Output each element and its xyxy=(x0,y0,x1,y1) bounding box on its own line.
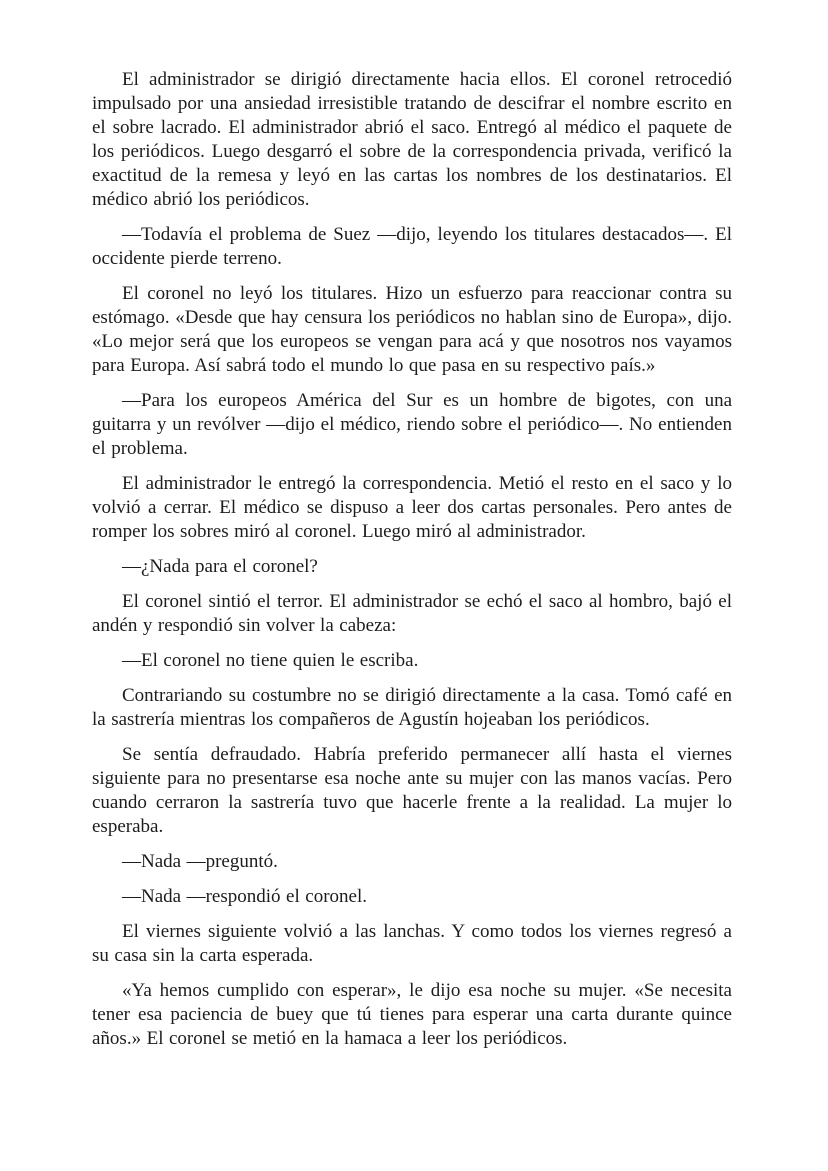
paragraph: El administrador le entregó la correspondencia. Metió el resto en el saco y lo volvió a cerrar. El médico se dispuso a leer dos cartas personales. Pero antes de romper los sobres miró al coronel. Luego miró al administrador. xyxy=(92,473,732,542)
paragraph: El administrador se dirigió directamente hacia ellos. El coronel retrocedió impulsado por una ansiedad irresistible tratando de descifrar el nombre escrito en el sobre lacrado. El administrador abrió el saco. Entregó al médico el paquete de los periódicos. Luego desgarró el sobre de la correspondencia privada, verificó la exactitud de la remesa y leyó en las cartas los nombres de los destinatarios. El médico abrió los periódicos. xyxy=(92,69,732,210)
paragraph: Contrariando su costumbre no se dirigió directamente a la casa. Tomó café en la sastrería mientras los compañeros de Agustín hojeaban los periódicos. xyxy=(92,685,732,730)
paragraph-dialogue: —El coronel no tiene quien le escriba. xyxy=(122,650,419,671)
paragraph: El coronel no leyó los titulares. Hizo un esfuerzo para reaccionar contra su estómago. «Desde que hay censura los periódicos no hablan sino de Europa», dijo. «Lo mejor será que los europeos se vengan para acá y que nosotros nos vayamos para Europa. Así sabrá todo el mundo lo que pasa en su respectivo país.» xyxy=(92,283,732,376)
paragraph-dialogue: —Para los europeos América del Sur es un hombre de bigotes, con una guitarra y un revólver —dijo el médico, riendo sobre el periódico—. No entienden el problema. xyxy=(92,390,732,459)
paragraph: «Ya hemos cumplido con esperar», le dijo esa noche su mujer. «Se necesita tener esa paciencia de buey que tú tienes para esperar una carta durante quince años.» El coronel se metió en la hamaca a leer los periódicos. xyxy=(92,980,732,1049)
paragraph: Se sentía defraudado. Habría preferido permanecer allí hasta el viernes siguiente para no presentarse esa noche ante su mujer con las manos vacías. Pero cuando cerraron la sastrería tuvo que hacerle frente a la realidad. La mujer lo esperaba. xyxy=(92,744,732,837)
paragraph-dialogue: —¿Nada para el coronel? xyxy=(122,556,318,577)
paragraph-dialogue: —Todavía el problema de Suez —dijo, leyendo los titulares destacados—. El occidente pierde terreno. xyxy=(92,224,732,269)
page-text xyxy=(92,68,732,1051)
paragraph-dialogue: —Nada —preguntó. xyxy=(122,851,278,872)
paragraph-dialogue: —Nada —respondió el coronel. xyxy=(122,886,367,907)
paragraph: El coronel sintió el terror. El administrador se echó el saco al hombro, bajó el andén y respondió sin volver la cabeza: xyxy=(92,591,732,636)
paragraph: El viernes siguiente volvió a las lanchas. Y como todos los viernes regresó a su casa sin la carta esperada. xyxy=(92,921,732,966)
